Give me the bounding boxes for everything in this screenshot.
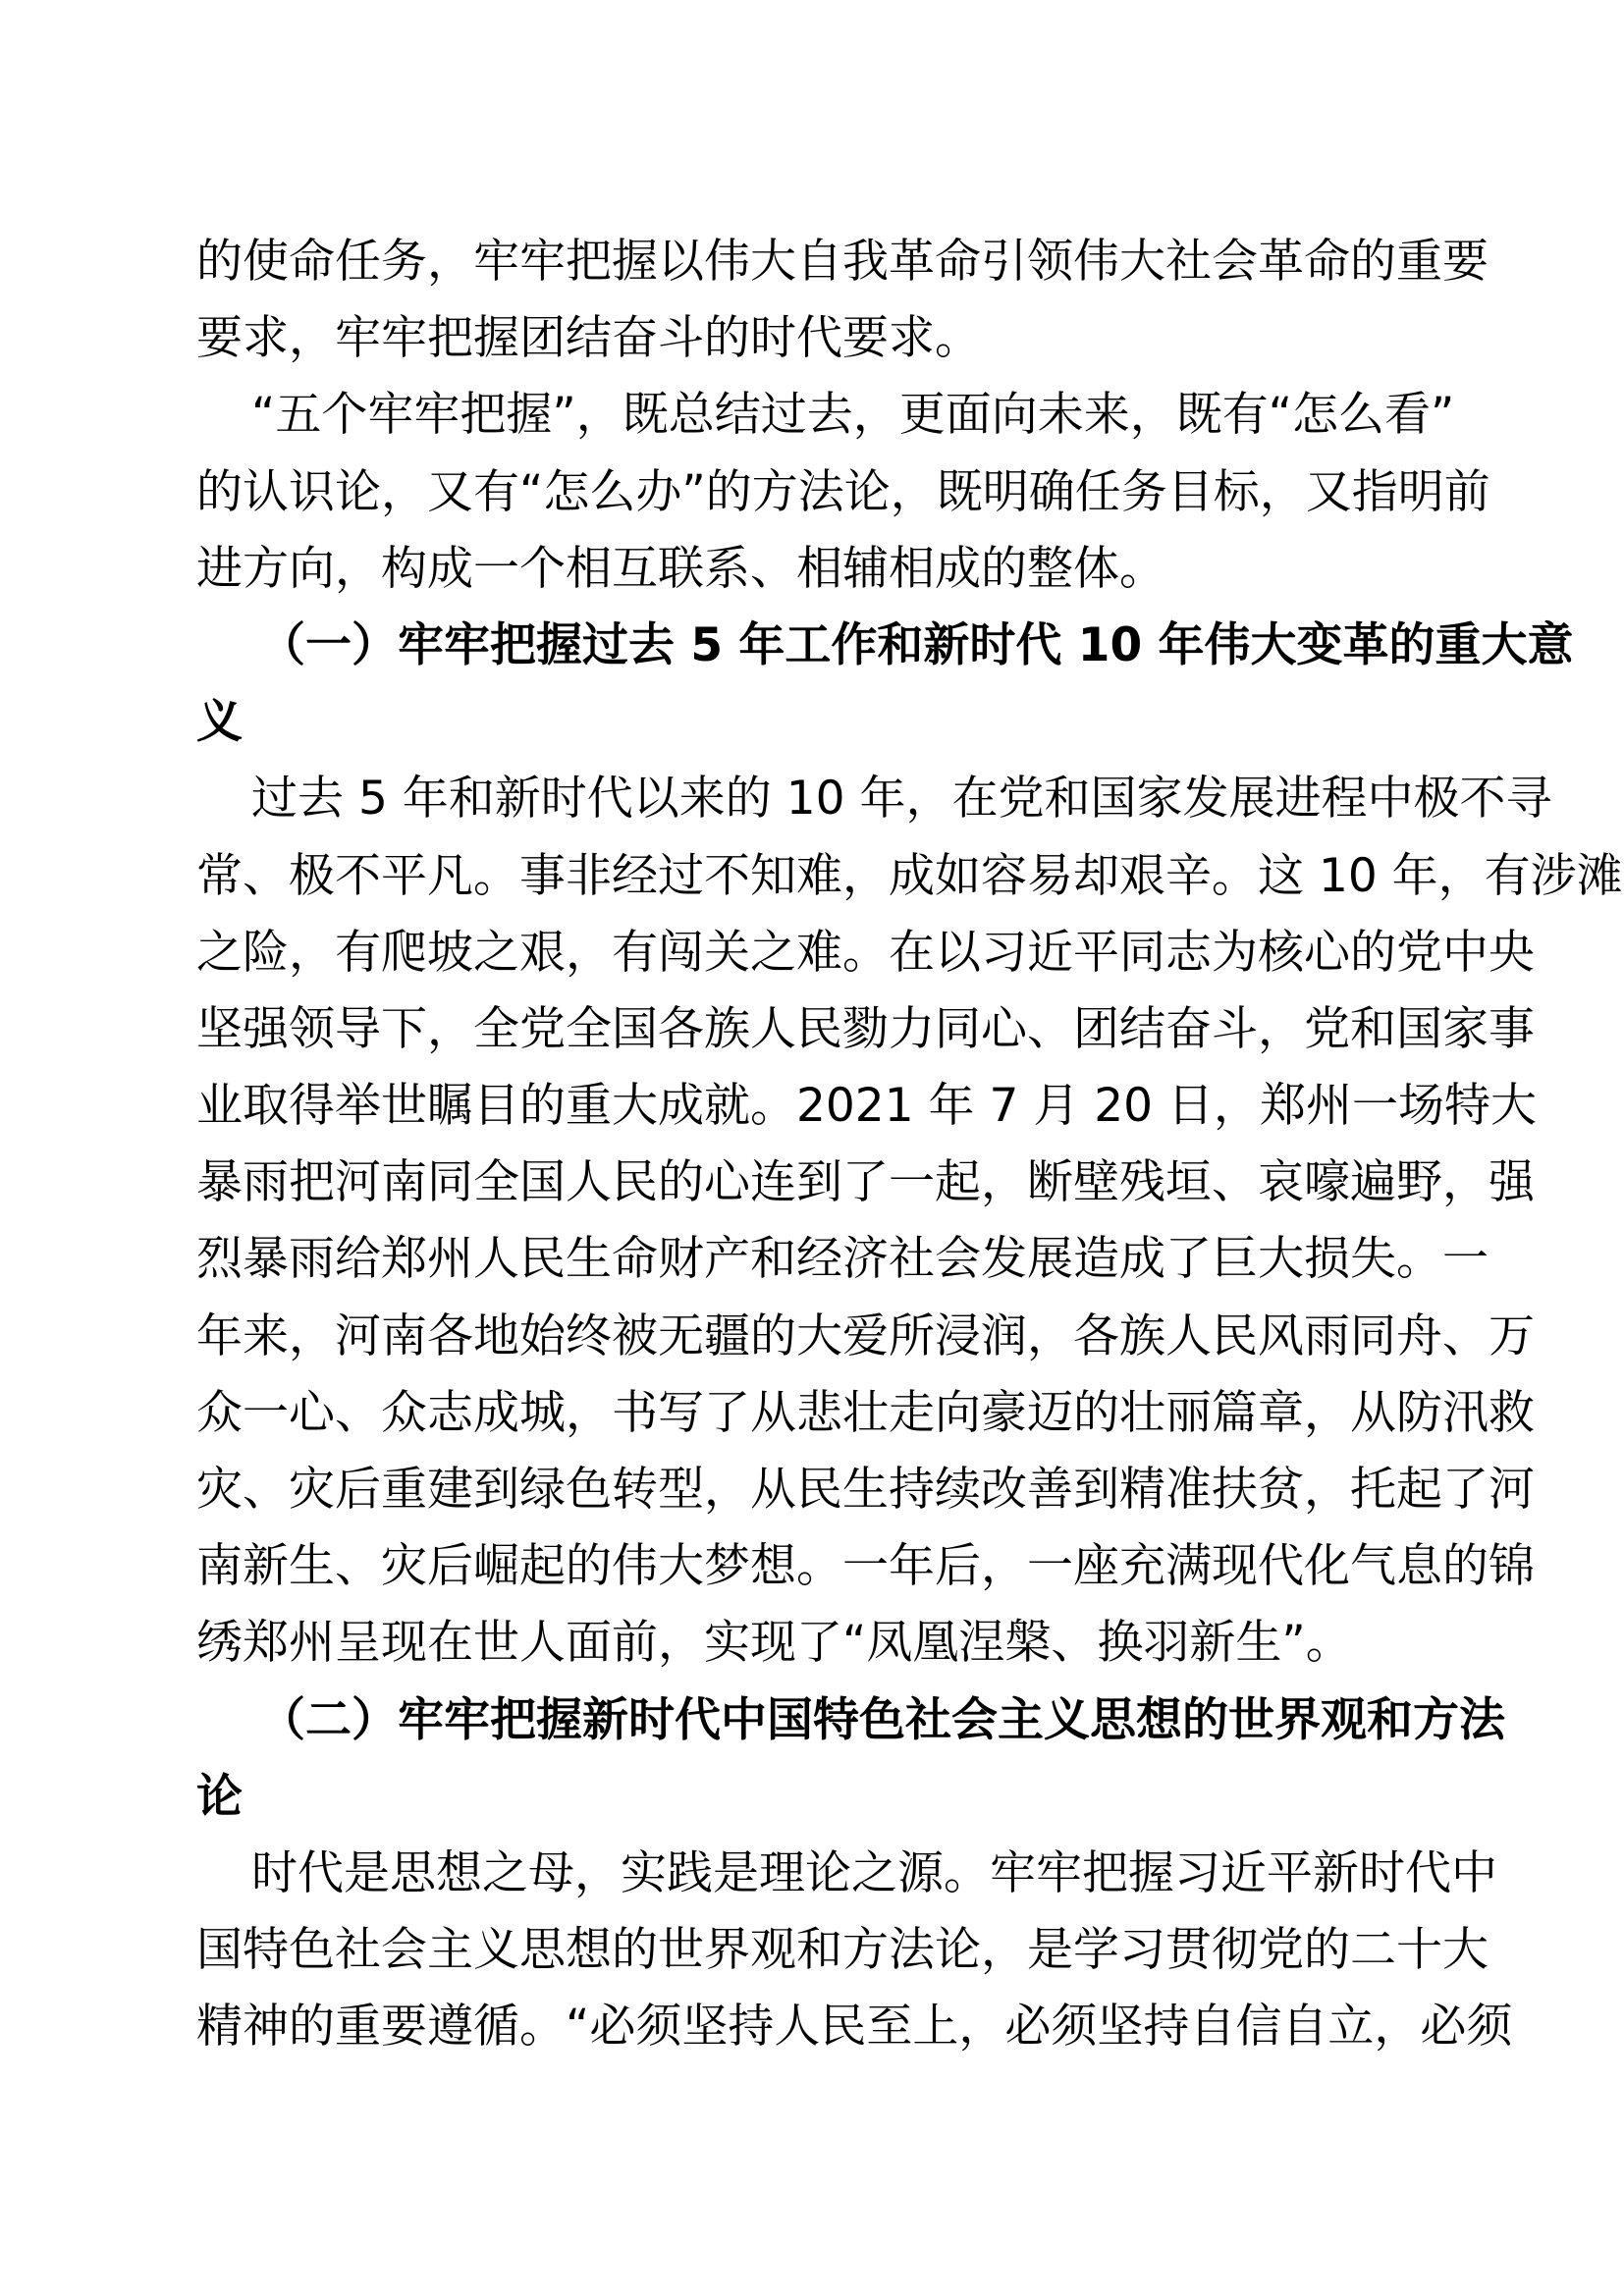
text-line: 进方向，构成一个相互联系、相辅相成的整体。 bbox=[196, 541, 1165, 596]
text-line: 业取得举世瞩目的重大成就。2021 年 7 月 20 日，郑州一场特大 bbox=[196, 1079, 1538, 1134]
text-line: 坚强领导下，全党全国各族人民勠力同心、团结奋斗，党和国家事 bbox=[196, 1001, 1535, 1056]
text-line: 众一心、众志成城，书写了从悲壮走向豪迈的壮丽篇章，从防汛救 bbox=[196, 1385, 1535, 1440]
body-paragraph bbox=[196, 377, 1490, 608]
body-paragraph bbox=[196, 761, 1623, 1682]
text-line: 暴雨把河南同全国人民的心连到了一起，断壁残垣、哀嚎遍野，强 bbox=[196, 1155, 1535, 1210]
text-line: 之险，有爬坡之艰，有闯关之难。在以习近平同志为核心的党中央 bbox=[196, 925, 1535, 980]
text-line: 灾、灾后重建到绿色转型，从民生持续改善到精准扶贫，托起了河 bbox=[196, 1463, 1535, 1517]
body-paragraph bbox=[196, 1836, 1513, 2066]
text-line: 要求，牢牢把握团结奋斗的时代要求。 bbox=[196, 311, 981, 366]
section-heading bbox=[196, 608, 1574, 761]
text-line: （一）牢牢把握过去 5 年工作和新时代 10 年伟大变革的重大意 bbox=[259, 617, 1574, 672]
text-line: （二）牢牢把握新时代中国特色社会主义思想的世界观和方法 bbox=[259, 1692, 1505, 1747]
text-line: 的认识论，又有“怎么办”的方法论，既明确任务目标，又指明前 bbox=[196, 464, 1490, 519]
text-line: 常、极不平凡。事非经过不知难，成如容易却艰辛。这 10 年，有涉滩 bbox=[196, 848, 1623, 903]
text-line: “五个牢牢把握”，既总结过去，更面向未来，既有“怎么看” bbox=[251, 388, 1455, 443]
document-page bbox=[196, 224, 1623, 2066]
section-heading bbox=[196, 1682, 1505, 1836]
text-line: 国特色社会主义思想的世界观和方法论，是学习贯彻党的二十大 bbox=[196, 1923, 1489, 1978]
body-paragraph bbox=[196, 224, 1489, 377]
text-line: 精神的重要遵循。“必须坚持人民至上，必须坚持自信自立，必须 bbox=[196, 2000, 1513, 2055]
text-line: 的使命任务，牢牢把握以伟大自我革命引领伟大社会革命的重要 bbox=[196, 235, 1489, 289]
text-line: 义 bbox=[196, 695, 243, 750]
text-line: 过去 5 年和新时代以来的 10 年，在党和国家发展进程中极不寻 bbox=[251, 772, 1552, 827]
text-line: 论 bbox=[196, 1769, 243, 1824]
text-line: 时代是思想之母，实践是理论之源。牢牢把握习近平新时代中 bbox=[251, 1845, 1497, 1900]
text-line: 年来，河南各地始终被无疆的大爱所浸润，各族人民风雨同舟、万 bbox=[196, 1308, 1535, 1363]
text-line: 绣郑州呈现在世人面前，实现了“凤凰涅槃、换羽新生”。 bbox=[196, 1616, 1352, 1671]
text-line: 南新生、灾后崛起的伟大梦想。一年后，一座充满现代化气息的锦 bbox=[196, 1539, 1535, 1594]
text-line: 烈暴雨给郑州人民生命财产和经济社会发展造成了巨大损失。一 bbox=[196, 1232, 1489, 1287]
